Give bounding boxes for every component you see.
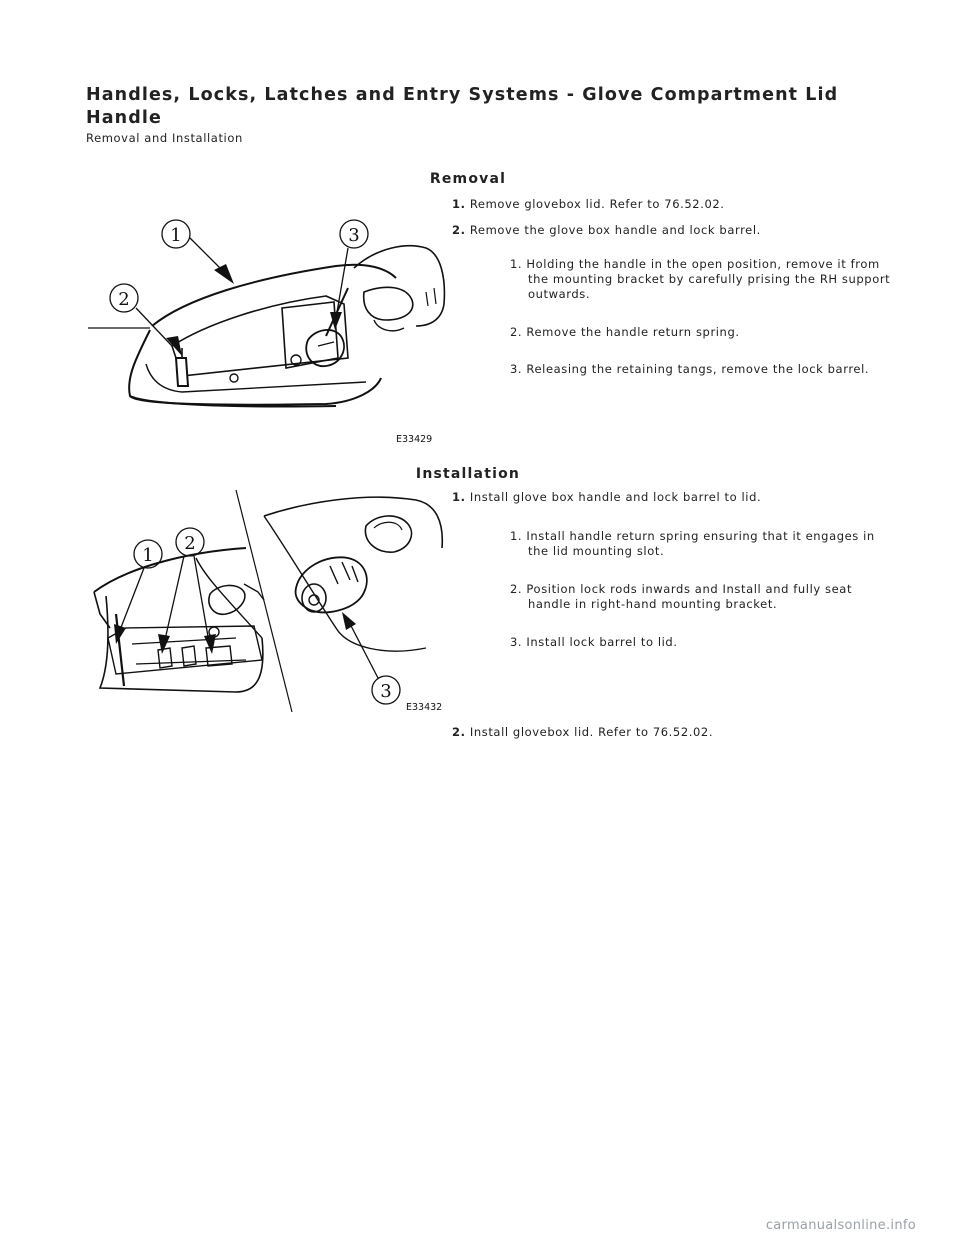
- step-number: 1.: [452, 490, 466, 504]
- installation-step-1: [452, 490, 892, 505]
- step-text: Remove the glove box handle and lock barrel.: [469, 223, 761, 237]
- page-title: Handles, Locks, Latches and Entry Systems - Glove Compartment Lid Handle: [86, 85, 839, 128]
- removal-callout-1: 1: [170, 225, 182, 246]
- installation-callout-2: 2: [184, 533, 196, 554]
- installation-substep-3: 3. Install lock barrel to lid.: [510, 635, 678, 649]
- installation-figure: [86, 488, 448, 714]
- page-subtitle: Removal and Installation: [86, 131, 243, 145]
- removal-callout-2: 2: [118, 289, 130, 310]
- installation-heading: Installation: [415, 466, 521, 482]
- removal-figure-code: E33429: [396, 434, 433, 445]
- installation-callout-1: 1: [142, 545, 154, 566]
- installation-substep-1: 1. Install handle return spring ensuring that it engages in the lid mounting slot.: [510, 529, 875, 558]
- removal-heading: Removal: [429, 171, 507, 187]
- removal-step-2: [452, 223, 892, 238]
- step-number: 2.: [452, 223, 466, 237]
- removal-substep-2: 2. Remove the handle return spring.: [510, 325, 740, 339]
- removal-substep-3: 3. Releasing the retaining tangs, remove the lock barrel.: [510, 362, 870, 376]
- step-text: Install glove box handle and lock barrel to lid.: [469, 490, 762, 504]
- watermark: carmanualsonline.info: [765, 1218, 916, 1233]
- step-number: 1.: [452, 197, 466, 211]
- removal-step-1: [452, 197, 892, 212]
- installation-substep-2: 2. Position lock rods inwards and Install and fully seat handle in right-hand mounting bracket.: [510, 582, 853, 611]
- installation-callout-3: 3: [380, 681, 392, 702]
- removal-illustration: [86, 208, 448, 448]
- step-text: Install glovebox lid. Refer to 76.52.02.: [469, 725, 714, 739]
- removal-substep-1: 1. Holding the handle in the open position, remove it from the mounting bracket by carefully prising the RH support outwards.: [510, 257, 891, 301]
- removal-callout-3: 3: [348, 225, 360, 246]
- step-number: 2.: [452, 725, 466, 739]
- installation-illustration: [86, 488, 448, 714]
- removal-figure: [86, 208, 448, 448]
- installation-figure-code: E33432: [406, 702, 443, 713]
- installation-step-2: [452, 725, 892, 740]
- step-text: Remove glovebox lid. Refer to 76.52.02.: [469, 197, 725, 211]
